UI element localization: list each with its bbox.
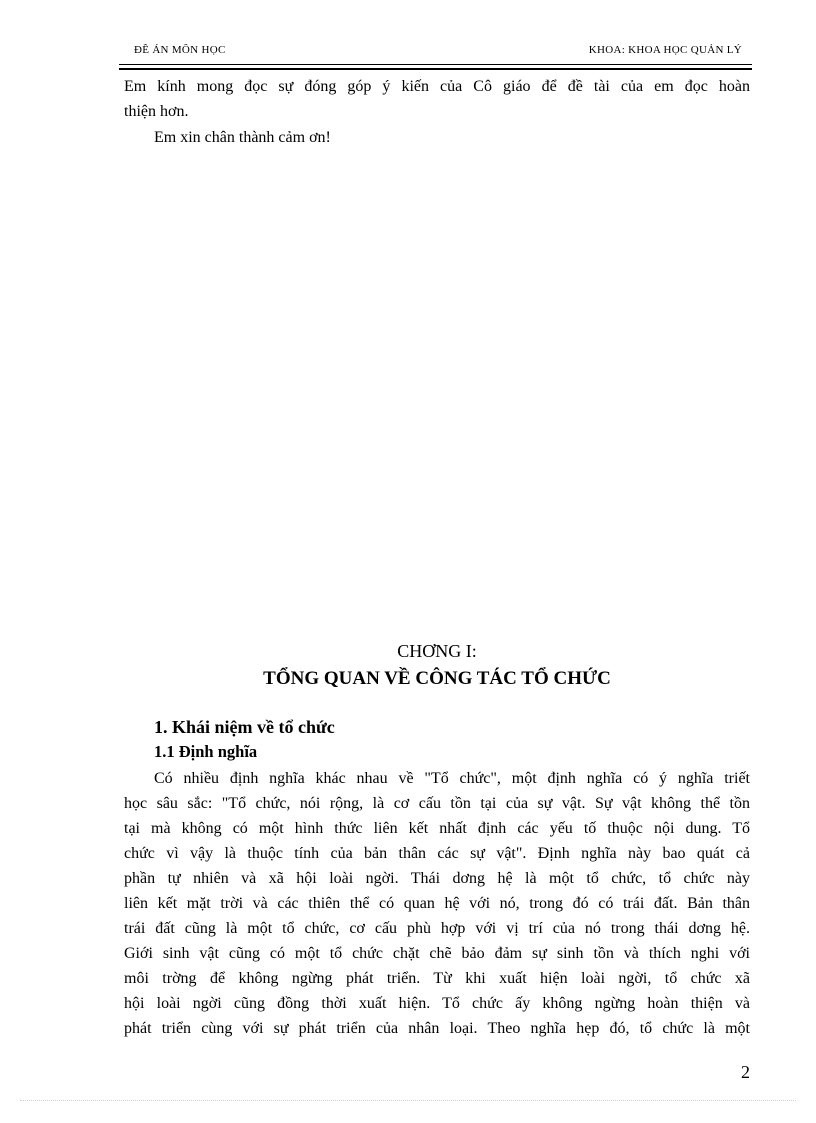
body-line: môi trờng để không ngừng phát triển. Từ khi xuất hiện loài ngời, tổ chức xã: [124, 970, 750, 987]
header-left-text: ĐỀ ÁN MÔN HỌC: [134, 44, 226, 56]
subsection-heading: 1.1 Định nghĩa: [154, 742, 258, 761]
body-paragraph: [124, 766, 750, 1041]
thanks-line: Em xin chân thành cảm ơn!: [154, 129, 331, 146]
intro-line: thiện hơn.: [124, 103, 189, 120]
chapter-title: TỔNG QUAN VỀ CÔNG TÁC TỔ CHỨC: [263, 668, 611, 689]
body-line: liên kết mặt trời và các thiên thể có quan hệ với nó, trong đó có trái đất. Bản thân: [124, 895, 750, 912]
body-line: tại mà không có một hình thức liên kết nhất định các yếu tố thuộc nội dung. Tổ: [124, 820, 750, 837]
header-right-text: KHOA: KHOA HỌC QUẢN LÝ: [588, 44, 742, 56]
section-heading: 1. Khái niệm về tổ chức: [154, 717, 335, 737]
page-number: 2: [741, 1062, 750, 1082]
body-line: Có nhiều định nghĩa khác nhau về "Tổ chức", một định nghĩa có ý nghĩa triết: [154, 770, 750, 787]
body-line: hội loài ngời cũng đồng thời xuất hiện. Tổ chức ấy không ngừng hoàn thiện và: [124, 995, 750, 1012]
intro-paragraph: [124, 74, 750, 124]
header-rule-thick: [119, 68, 752, 70]
body-line: Giới sinh vật cũng có một tổ chức chặt chẽ bảo đảm sự sinh tồn và thích nghi với: [124, 945, 750, 962]
body-line: phát triển cùng với sự phát triển của nhân loại. Theo nghĩa hẹp đó, tổ chức là một: [124, 1020, 750, 1037]
header-rule-thin: [119, 64, 752, 65]
intro-line: Em kính mong đọc sự đóng góp ý kiến của Cô giáo để đề tài của em đọc hoàn: [124, 78, 750, 95]
page-bottom-rule: [20, 1100, 796, 1101]
body-line: học sâu sắc: "Tổ chức, nói rộng, là cơ cấu tồn tại của sự vật. Sự vật không thể tồn: [124, 795, 750, 812]
body-line: trái đất cũng là một tổ chức, cơ cấu phù hợp với vị trí của nó trong thái dơng hệ.: [124, 920, 750, 937]
body-line: chức vì vậy là thuộc tính của bản thân các sự vật". Định nghĩa này bao quát cả: [124, 845, 750, 862]
chapter-label: CHƠNG I:: [397, 641, 477, 661]
body-line: phần tự nhiên và xã hội loài ngời. Thái dơng hệ là một tổ chức, tổ chức này: [124, 870, 750, 887]
page-header: [124, 44, 750, 58]
